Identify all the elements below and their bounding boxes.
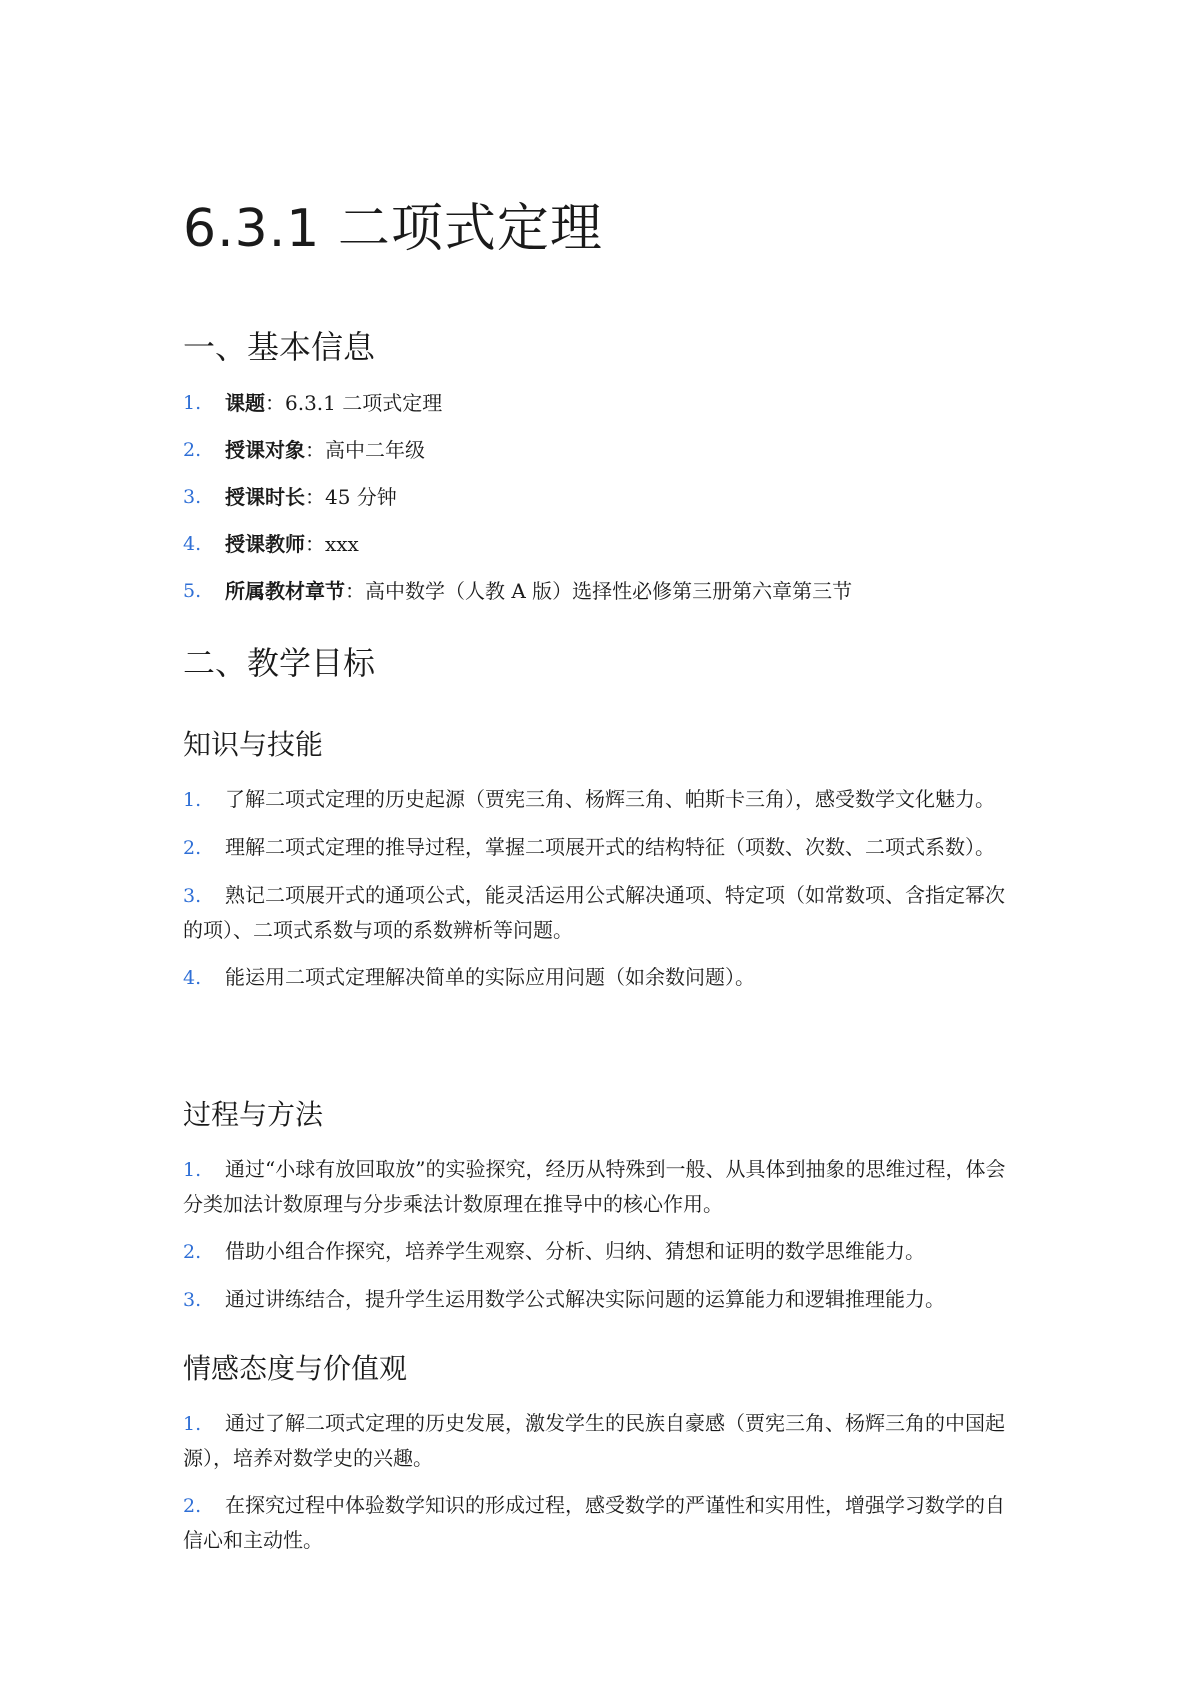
list-item (183, 1406, 1018, 1475)
list-item (183, 1488, 1018, 1557)
item-label: 授课对象 (225, 438, 305, 462)
list-number: 3. (183, 486, 202, 508)
list-number: 1. (183, 789, 202, 811)
item-label: 授课教师 (225, 532, 305, 556)
list-number: 5. (183, 580, 202, 602)
item-colon: ： (265, 391, 285, 415)
basic-info-list (183, 386, 1018, 621)
item-text: 通过了解二项式定理的历史发展，激发学生的民族自豪感（贾宪三角、杨辉三角的中国起源），培养对数学史的兴趣。 (183, 1411, 1005, 1470)
list-item (183, 1152, 1018, 1221)
item-colon: ： (345, 579, 365, 603)
item-colon: ： (305, 438, 325, 462)
item-text: 通过讲练结合，提升学生运用数学公式解决实际问题的运算能力和逻辑推理能力。 (225, 1287, 945, 1311)
item-colon: ： (305, 532, 325, 556)
item-value: 高中数学（人教 A 版）选择性必修第三册第六章第三节 (365, 579, 853, 603)
list-item (183, 1234, 1018, 1269)
subsection-heading-process: 过程与方法 (183, 1098, 324, 1131)
subsection-heading-emotion: 情感态度与价值观 (183, 1352, 408, 1385)
section-heading-teaching-goals: 二、教学目标 (183, 644, 376, 682)
item-text: 熟记二项展开式的通项公式，能灵活运用公式解决通项、特定项（如常数项、含指定幂次的项）、二项式系数与项的系数辨析等问题。 (183, 883, 1005, 942)
item-label: 课题 (225, 391, 265, 415)
subsection-heading-knowledge: 知识与技能 (183, 728, 324, 761)
emotion-list (183, 1406, 1018, 1570)
list-item (183, 527, 1018, 561)
item-text: 在探究过程中体验数学知识的形成过程，感受数学的严谨性和实用性，增强学习数学的自信心和主动性。 (183, 1493, 1005, 1552)
list-item (183, 1282, 1018, 1317)
list-item (183, 574, 1018, 608)
knowledge-list (183, 782, 1018, 1008)
item-value: 45 分钟 (325, 485, 397, 509)
list-item (183, 480, 1018, 514)
item-value: 6.3.1 二项式定理 (285, 391, 443, 415)
item-text: 借助小组合作探究，培养学生观察、分析、归纳、猜想和证明的数学思维能力。 (225, 1239, 925, 1263)
item-text: 能运用二项式定理解决简单的实际应用问题（如余数问题）。 (225, 965, 755, 989)
list-item (183, 386, 1018, 420)
list-number: 2. (183, 1241, 202, 1263)
list-number: 4. (183, 533, 202, 555)
list-number: 4. (183, 967, 202, 989)
item-value: xxx (325, 532, 359, 556)
item-label: 授课时长 (225, 485, 305, 509)
list-number: 1. (183, 392, 202, 414)
list-number: 3. (183, 1289, 202, 1311)
list-item (183, 782, 1018, 817)
list-number: 3. (183, 885, 202, 907)
list-number: 1. (183, 1413, 202, 1435)
process-list (183, 1152, 1018, 1330)
item-colon: ： (305, 485, 325, 509)
item-text: 理解二项式定理的推导过程，掌握二项展开式的结构特征（项数、次数、二项式系数）。 (225, 835, 995, 859)
section-heading-basic-info: 一、基本信息 (183, 328, 376, 366)
list-item (183, 878, 1018, 947)
item-text: 了解二项式定理的历史起源（贾宪三角、杨辉三角、帕斯卡三角），感受数学文化魅力。 (225, 787, 995, 811)
list-item (183, 830, 1018, 865)
list-number: 2. (183, 837, 202, 859)
list-item (183, 433, 1018, 467)
list-number: 2. (183, 439, 202, 461)
item-label: 所属教材章节 (225, 579, 345, 603)
list-number: 2. (183, 1495, 202, 1517)
list-item (183, 960, 1018, 995)
list-number: 1. (183, 1159, 202, 1181)
document-title: 6.3.1 二项式定理 (183, 199, 603, 259)
item-value: 高中二年级 (325, 438, 425, 462)
item-text: 通过“小球有放回取放”的实验探究，经历从特殊到一般、从具体到抽象的思维过程，体会分类加法计数原理与分步乘法计数原理在推导中的核心作用。 (183, 1157, 1006, 1216)
